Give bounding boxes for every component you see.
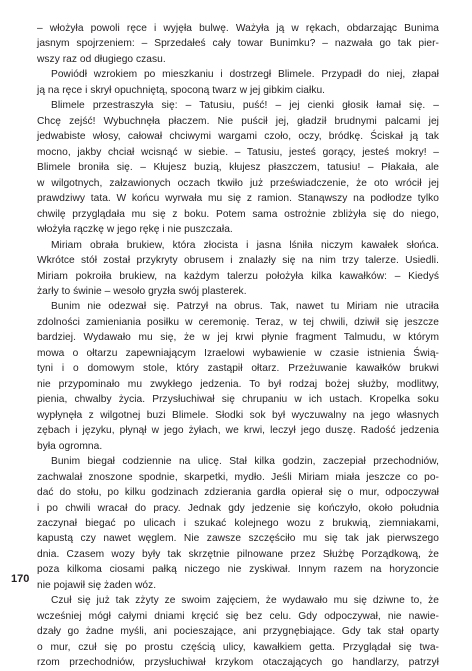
text-line: wszy raz od długiego czasu. bbox=[37, 53, 166, 65]
text-line: Miriam obrała brukiew, która złocista i jasna lśniła niczym kawałek słońca. bbox=[51, 239, 439, 251]
text-line: dać do stołu, po kilku godzinach zdzierania gardła opierał się o mur, odpoczywał bbox=[37, 487, 439, 499]
text-line: poza kilkoma ciosami pałką niczego nie zyskiwał. Innym razem na horyzoncie bbox=[37, 564, 439, 576]
body-text bbox=[37, 21, 439, 671]
text-line: Blimele broniła się. – Kłujesz buzią, kłujesz płaszczem, tatusiu! – Płakała, ale bbox=[37, 162, 439, 174]
text-line: tyni i o domowym stole, który zastąpił ołtarz. Przeżuwanie kawałków brukwi bbox=[37, 363, 439, 375]
text-line: Bunim nie odezwał się. Patrzył na obrus. Tak, nawet tu Miriam nie utraciła bbox=[51, 301, 439, 313]
text-line: kapustą czy nawet węglem. Nie zawsze szczęściło mu się tak jak pierwszego bbox=[37, 533, 439, 545]
text-line: w wilgotnych, załzawionych oczach tkwiło już przeświadczenie, że oto wrócił jej bbox=[37, 177, 439, 189]
text-line: bardziej. Wydawało mu się, że w jej krwi płynie fragment Talmudu, w którym bbox=[37, 332, 439, 344]
text-line: dnia. Czasem wozy były tak skrzętnie pilnowane przez Służbę Porządkową, że bbox=[37, 548, 439, 560]
text-line: nie przypominało mu zwykłego jedzenia. To był rodzaj bożej służby, modlitwy, bbox=[37, 378, 439, 390]
text-line: jedwabiste włosy, całował chciwymi wargami czoło, oczy, bródkę. Ściskał ją tak bbox=[37, 131, 439, 143]
text-line: o mur, czuł się po prostu częścią ulicy, kawałkiem getta. Przyglądał się twa- bbox=[37, 641, 439, 653]
text-line: jasnym spojrzeniem: – Sprzedałeś cały towar Bunimku? – nazwała go tak pier- bbox=[37, 38, 439, 50]
text-line: mocno, jakby chciał wcisnąć w siebie. – Tatusiu, jesteś gorący, jesteś mokry! – bbox=[37, 146, 439, 158]
text-line: wypłynęła z wilgotnej buzi Blimele. Słodki sok był wyczuwalny na jego własnych bbox=[37, 409, 439, 421]
text-line: pienia, chwalby życia. Przysłuchiwał się chrupaniu w ich ustach. Kropelka soku bbox=[37, 394, 439, 406]
text-line: wcześniej mógł całymi dniami kręcić się bez celu. Gdy odpoczywał, nie nawie- bbox=[37, 610, 439, 622]
text-line: Bunim biegał codziennie na ulicę. Stał kilka godzin, zaczepiał przechodniów, bbox=[51, 456, 439, 468]
text-line: włożyła rączkę w jego rękę i nie puszczała. bbox=[37, 224, 233, 236]
text-line: Blimele przestraszyła się: – Tatusiu, puść! – jej cienki głosik łamał się. – bbox=[51, 100, 439, 112]
text-line: Miriam pokroiła brukiew, na każdym talerzu położyła kilka kawałków: – Kiedyś bbox=[37, 270, 439, 282]
text-line: dzały go żadne myśli, ani pocieszające, ani przygnębiające. Gdy tak stał oparty bbox=[37, 626, 439, 638]
text-line: zachwalał znoszone spodnie, skarpetki, mydło. Jeśli Miriam miała jeszcze co po- bbox=[37, 471, 439, 483]
text-line: Chcę zejść! Wybuchnęła płaczem. Nie puścił jej, gładził brudnymi palcami jej bbox=[37, 115, 439, 127]
text-line: zębach i języku, płynął w jego żyłach, we krwi, leczył jego duszę. Radość jedzenia bbox=[37, 425, 439, 437]
text-line: – włożyła powoli ręce i wyjęła bulwę. Ważyła ją w rękach, obdarzając Bunima bbox=[37, 23, 439, 34]
page-number: 170 bbox=[11, 573, 30, 585]
text-line: była ogromna. bbox=[37, 440, 103, 452]
text-line: zaczynał biegać po ulicach i szukać kolejnego wozu z brukwią, ziemniakami, bbox=[37, 518, 439, 529]
text-line: ją na ręce i skrył opuchniętą, spoconą twarz w jej gibkim ciałku. bbox=[37, 84, 326, 96]
text-line: prawdziwy tata. W końcu wyrwała mu się z ramion. Stanąwszy na podłodze tylko bbox=[37, 193, 439, 205]
text-line: żarły to świnie – wesoło gryzła swój plasterek. bbox=[37, 285, 247, 297]
text-line: i po chwili wracał do pracy. Jednak gdy jedzenie się kończyło, około południa bbox=[37, 502, 439, 514]
text-line: Wkrótce stół został przykryty obrusem i znalazły się na nim trzy talerze. Usiedli. bbox=[37, 255, 439, 267]
text-line: zdolności zamieniania posiłku w ceremonię. Teraz, w tej chwili, dziwił się jeszcze bbox=[37, 316, 439, 328]
text-line: rzom przechodniów, przysłuchiwał krzykom otaczających go handlarzy, patrzył bbox=[37, 657, 439, 669]
text-line: Powiódł wzrokiem po mieszkaniu i dostrzegł Blimele. Przypadł do niej, złapał bbox=[51, 69, 439, 81]
text-line: mowa o ołtarzu zapewniającym Izraelowi wybawienie w czasie istnienia Świą- bbox=[37, 347, 439, 359]
text-line: nie pojawił się żaden wóz. bbox=[37, 579, 157, 591]
text-line: Czuł się już tak zżyty ze swoim zajęciem, że wydawało mu się dziwne to, że bbox=[51, 595, 439, 607]
text-line: chwilę przyglądała mu się z boku. Potem sama ostrożnie zbliżyła się do niego, bbox=[37, 208, 439, 220]
